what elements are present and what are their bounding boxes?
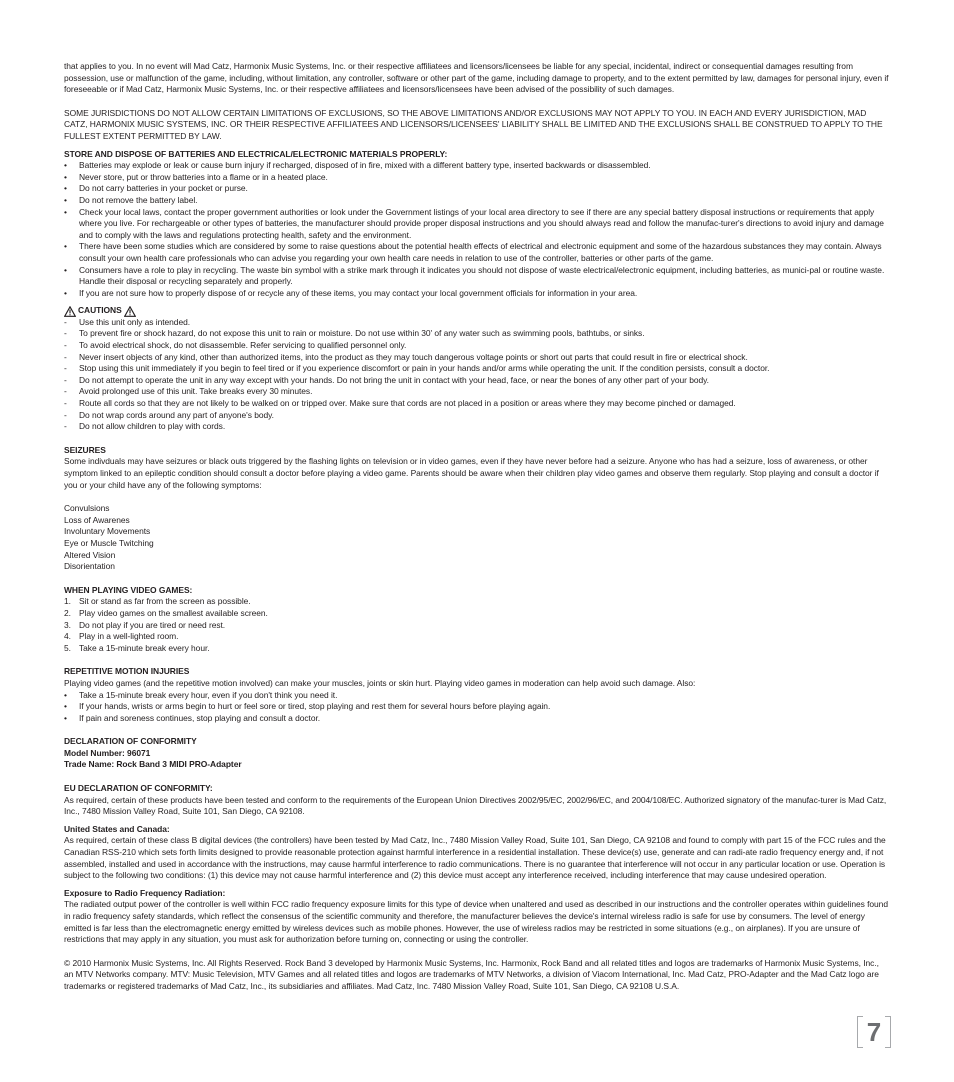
list-item: • Consumers have a role to play in recycling. The waste bin symbol with a strike mark through it indicates you should not dispose of waste electrical/electronic equipment, including batteries, as munici-pal or routine waste. Handle their disposal or recycling separately and properly. xyxy=(64,265,890,288)
cautions-heading-row xyxy=(64,305,890,317)
seizures-heading: SEIZURES xyxy=(64,444,106,455)
list-number: 4. xyxy=(64,631,71,642)
list-item xyxy=(64,631,890,643)
list-number: 5. xyxy=(64,642,71,653)
list-item: • Do not remove the battery label. xyxy=(64,195,890,207)
list-item: - To avoid electrical shock, do not disassemble. Refer servicing to qualified personnel only. xyxy=(64,340,890,352)
list-item: • If pain and soreness continues, stop playing and consult a doctor. xyxy=(64,713,890,725)
symptoms-list xyxy=(64,503,890,573)
list-item: - Do not wrap cords around any part of anyone's body. xyxy=(64,410,890,422)
eu-heading: EU DECLARATION OF CONFORMITY: xyxy=(64,783,213,794)
list-item: - Stop using this unit immediately if you begin to feel tired or if you experience discomfort or pain in your hands and/or arms while operating the unit. If the condition persists, consult a doctor. xyxy=(64,363,890,375)
document-body xyxy=(64,61,890,993)
list-item: • Never store, put or throw batteries into a flame or in a heated place. xyxy=(64,172,890,184)
list-item xyxy=(64,620,890,632)
list-item: - Use this unit only as intended. xyxy=(64,317,890,329)
list-item: Disorientation xyxy=(64,561,115,572)
list-number: 3. xyxy=(64,619,71,630)
list-text: Do not play if you are tired or need rest. xyxy=(79,619,226,630)
list-item: - Do not allow children to play with cords. xyxy=(64,421,890,433)
page-number xyxy=(857,1016,891,1048)
list-item: • Do not carry batteries in your pocket or purse. xyxy=(64,183,890,195)
list-item: • If you are not sure how to properly dispose of or recycle any of these items, you may contact your local government officials for information in your area. xyxy=(64,288,890,300)
declaration-heading: DECLARATION OF CONFORMITY xyxy=(64,736,197,747)
rf-text: The radiated output power of the controller is well within FCC radio frequency exposure limits for this type of device when unaltered and used as described in our instructions and the controller operates within guidelines found in radio frequency safety standards, which reflect the consensus of the scientific community and therefore, the manufacturer believes the device's internal wireless radio is safe for use by consumers. The level of energy emitted is far less than the electromagnetic energy emitted by wireless devices such as mobile phones. However, the use of wireless radios may be restricted in some situations (e.g., on airplanes). If you are unsure of restrictions that may apply in any situation, you must ask for authorization before turning on, connecting or using the controller. xyxy=(64,899,888,945)
list-text: Sit or stand as far from the screen as possible. xyxy=(79,596,251,607)
list-item xyxy=(64,608,890,620)
page-number-text: 7 xyxy=(866,1017,882,1047)
copyright-notice: © 2010 Harmonix Music Systems, Inc. All Rights Reserved. Rock Band 3 developed by Harmonix Music Systems, Inc. Harmonix, Rock Band and all related titles and logos are trademarks of Harmonix Music Systems, Inc., an MTV Networks company. MTV: Music Television, MTV Games and all related titles and logos are trademarks of MTV Networks, a division of Viacom International, Inc. Mad Catz, PRO-Adapter and the Mad Catz logo are trademarks or registered trademarks of Mad Catz, Inc., its subsidiaries and affiliates. Mad Catz, Inc. 7480 Mission Valley Road, Suite 101, San Diego, CA 92108 U.S.A. xyxy=(64,957,879,991)
list-item xyxy=(64,596,890,608)
page-number-bracket-left xyxy=(857,1016,863,1048)
us-canada-heading: United States and Canada: xyxy=(64,823,170,834)
repetitive-text: Playing video games (and the repetitive motion involved) can make your muscles, joints or skin hurt. Playing video games in moderation can help avoid such damage. Also: xyxy=(64,677,696,688)
list-item: Altered Vision xyxy=(64,549,116,560)
liability-paragraph-1: that applies to you. In no event will Mad Catz, Harmonix Music Systems, Inc. or their respective affiliatees and licensors/licensees be liable for any special, incidental, indirect or consequential damages resulting from possession, use or malfunction of the game, including, without limitation, any controller, software or other part of the game, including damage to property, and to the extent permitted by law, damages for personal injury, even if foreseeable or if Mad Catz, Harmonix Music Systems, Inc. or their respective affiliatees and licensors/licensees have been advised of the possibility of such damages. xyxy=(64,61,889,95)
list-item: - To prevent fire or shock hazard, do not expose this unit to rain or moisture. Do not use within 30' of any water such as swimming pools, bathtubs, or sinks. xyxy=(64,328,890,340)
repetitive-list xyxy=(64,690,890,725)
warning-triangle-icon xyxy=(64,306,76,317)
cautions-heading: CAUTIONS xyxy=(78,305,122,316)
model-number: Model Number: 96071 xyxy=(64,747,151,758)
list-item: Loss of Awarenes xyxy=(64,514,130,525)
list-item: • If your hands, wrists or arms begin to hurt or feel sore or tired, stop playing and rest them for several hours before playing again. xyxy=(64,701,890,713)
page-number-bracket-right xyxy=(885,1016,891,1048)
list-item: - Route all cords so that they are not likely to be walked on or tripped over. Make sure that cords are not placed in a position or areas where they may become pinched or damaged. xyxy=(64,398,890,410)
playing-list xyxy=(64,596,890,654)
list-item: - Do not attempt to operate the unit in any way except with your hands. Do not bring the unit in contact with your head, face, or near the bones of any other part of your body. xyxy=(64,375,890,387)
list-number: 1. xyxy=(64,596,71,607)
list-text: Play in a well-lighted room. xyxy=(79,631,179,642)
us-canada-text: As required, certain of these class B digital devices (the controllers) have been tested by Mad Catz, Inc., 7480 Mission Valley Road, Suite 101, San Diego, CA 92108 and found to comply with part 15 of the FCC rules and the Canadian RSS-210 which sets forth limits designed to provide reasonable protection against harmful interference in a residential installation. These device(s) use, generate and can radi-ate radio frequency energy and, if not assembled, installed and used in accordance with the instructions, may cause harmful interference to radio communications. There is no guarantee that interference will not occur in any particular location or use. Operation is subject to the following two conditions: (1) this device may not cause harmful interference and (2) this device must accept any interference received, including interference that may cause undesired operation. xyxy=(64,835,886,881)
eu-text: As required, certain of these products have been tested and conform to the requirements of the European Union Directives 2002/95/EC, 2002/96/EC, and 2004/108/EC. Authorized signatory of the manufac-turer is Mad Catz, Inc., 7480 Mission Valley Road, Suite 101, San Diego, CA 92108. xyxy=(64,794,887,817)
seizures-text: Some indivduals may have seizures or black outs triggered by the flashing lights on television or in video games, even if they have never before had a seizure. Anyone who has had a seizure, loss of awareness, or other symptom linked to an epileptic condition should consult a doctor before playing a video game. Parents should be aware when their children play video games and observe them regularly. Stop playing and consult a doctor if you or your child have any of the following symptoms: xyxy=(64,456,879,490)
list-item: - Never insert objects of any kind, other than authorized items, into the product as they may touch dangerous voltage points or short out parts that could result in fire or electrical shock. xyxy=(64,352,890,364)
trade-name: Trade Name: Rock Band 3 MIDI PRO-Adapter xyxy=(64,759,242,770)
warning-triangle-icon xyxy=(124,306,136,317)
batteries-list xyxy=(64,160,890,299)
repetitive-heading: REPETITIVE MOTION INJURIES xyxy=(64,666,190,677)
cautions-list xyxy=(64,317,890,433)
list-item: • There have been some studies which are considered by some to raise questions about the potential health effects of electrical and electronic equipment and some of the hazardous substances they may contain. Always consult your own health care professionals who can advise you regarding your own health care needs in relation to use of the controller, batteries or other parts of the game. xyxy=(64,241,890,264)
playing-heading: WHEN PLAYING VIDEO GAMES: xyxy=(64,584,193,595)
list-item: • Batteries may explode or leak or cause burn injury if recharged, disposed of in fire, mixed with a different battery type, inserted backwards or disassembled. xyxy=(64,160,890,172)
list-text: Take a 15-minute break every hour. xyxy=(79,642,210,653)
list-item: Involuntary Movements xyxy=(64,526,151,537)
list-text: Play video games on the smallest available screen. xyxy=(79,607,268,618)
list-item: • Check your local laws, contact the proper government authorities or look under the Government listings of your local area directory to see if there are any special battery disposal instructions or requirements that apply where you live. For rechargeable or other types of batteries, the manufacturer should provide proper disposal instructions and you should always read and follow the manufac-turer's directions to avoid injury and damage and to comply with the laws and regulations protecting health, safety and the environment. xyxy=(64,207,890,242)
list-item xyxy=(64,643,890,655)
rf-heading: Exposure to Radio Frequency Radiation: xyxy=(64,887,226,898)
list-item: - Avoid prolonged use of this unit. Take breaks every 30 minutes. xyxy=(64,386,890,398)
list-item: Eye or Muscle Twitching xyxy=(64,537,154,548)
list-number: 2. xyxy=(64,607,71,618)
liability-paragraph-2: SOME JURISDICTIONS DO NOT ALLOW CERTAIN LIMITATIONS OF EXCLUSIONS, SO THE ABOVE LIMITATIONS AND/OR EXCLUSIONS MAY NOT APPLY TO YOU. IN EACH AND EVERY JURISDICTION, MAD CATZ, HARMONIX MUSIC SYSTEMS, INC. OR THEIR RESPECTIVE AFFILIATEES AND LICENSORS/LICENSEES' LIABILITY SHALL BE LIMITED AND THE EXCLUSIONS SHALL BE CONSTRUED TO APPLY TO THE FULLEST EXTENT PERMITTED BY LAW. xyxy=(64,107,883,141)
batteries-heading: STORE AND DISPOSE OF BATTERIES AND ELECTRICAL/ELECTRONIC MATERIALS PROPERLY: xyxy=(64,148,448,159)
list-item: • Take a 15-minute break every hour, even if you don't think you need it. xyxy=(64,690,890,702)
list-item: Convulsions xyxy=(64,503,110,514)
